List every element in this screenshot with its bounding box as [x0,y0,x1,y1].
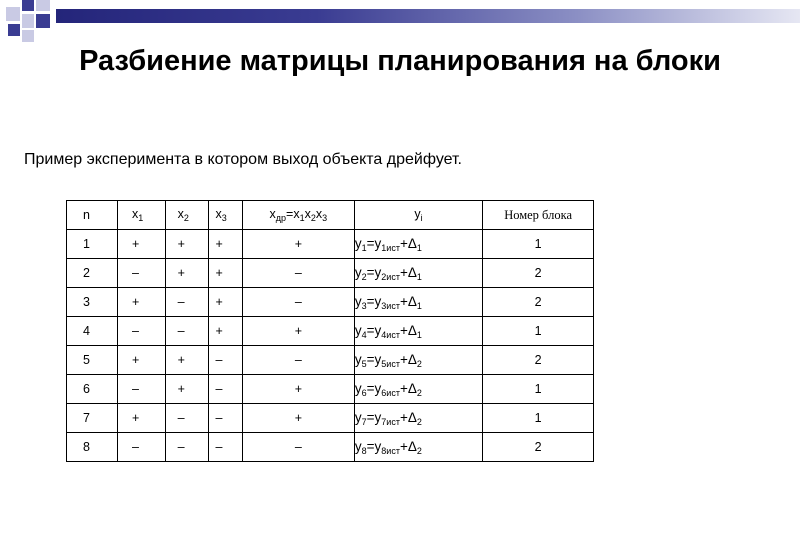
table-header-row [67,201,594,230]
formula-part: 3ист [381,300,400,311]
cell-xdr: + [242,230,354,259]
cell-block-number: 1 [483,317,594,346]
cell-x2: + [165,230,209,259]
formula-part: 2 [361,271,367,282]
formula-part: 2 [416,387,422,398]
header-gradient-bar [56,9,800,23]
cell-x3: + [209,288,242,317]
cell-x3: – [209,375,242,404]
formula-part: y [354,293,362,309]
formula-part: 2 [416,445,422,456]
cell-n: 8 [67,433,118,462]
cell-x1: – [118,317,166,346]
cell-x3: – [209,404,242,433]
deco-square [22,30,34,42]
formula-part: 2ист [381,271,400,282]
cell-x2: + [165,375,209,404]
formula-part: =y [366,293,382,309]
formula-part: 7ист [381,416,400,427]
deco-square [36,14,50,28]
cell-x1: – [118,375,166,404]
cell-x1: – [118,433,166,462]
formula-part: =y [366,264,382,280]
header-xdr: $x_{др}=x_1x_2x_3$ [242,201,354,230]
cell-x2: + [165,259,209,288]
cell-block-number: 1 [483,404,594,433]
header-x3: $x_3$ [209,201,242,230]
formula-part: =y [366,409,382,425]
formula-part: 2 [416,358,422,369]
cell-xdr: – [242,346,354,375]
formula-part: +Δ [399,293,417,309]
cell-xdr: – [242,259,354,288]
formula-part: +Δ [399,235,417,251]
cell-n: 7 [67,404,118,433]
table-row [67,317,594,346]
cell-n: 2 [67,259,118,288]
cell-block-number: 1 [483,375,594,404]
cell-block-number: 2 [483,346,594,375]
formula-part: 1 [416,300,422,311]
cell-xdr: – [242,288,354,317]
cell-y [354,259,482,288]
cell-y [354,288,482,317]
cell-x3: + [209,259,242,288]
formula-part: 4 [361,329,367,340]
cell-x1: – [118,259,166,288]
header-block-number: Номер блока [483,201,594,230]
cell-n: 1 [67,230,118,259]
cell-n: 3 [67,288,118,317]
deco-square [6,7,20,21]
formula-part: +Δ [399,351,417,367]
header-x1: $x_1$ [118,201,166,230]
cell-x3: – [209,346,242,375]
formula-part: 7 [361,416,367,427]
cell-x2: + [165,346,209,375]
cell-x1: + [118,404,166,433]
deco-square [22,0,34,11]
formula-part: +Δ [399,264,417,280]
cell-block-number: 2 [483,259,594,288]
formula-part: 6 [361,387,367,398]
formula-part: +Δ [399,409,417,425]
formula-part: 1 [416,329,422,340]
slide-subtitle: Пример эксперимента в котором выход объекта дрейфует. [24,151,462,168]
formula-part: 1 [416,271,422,282]
formula-part: +Δ [399,322,417,338]
cell-x3: + [209,230,242,259]
table-row [67,259,594,288]
cell-y [354,317,482,346]
table-row [67,375,594,404]
formula-part: y [354,235,362,251]
header-x2: $x_2$ [165,201,209,230]
cell-xdr: – [242,433,354,462]
cell-x3: – [209,433,242,462]
cell-block-number: 2 [483,288,594,317]
formula-part: =y [366,380,382,396]
formula-part: +Δ [399,380,417,396]
cell-block-number: 2 [483,433,594,462]
formula-part: 5ист [381,358,400,369]
formula-part: 5 [361,358,367,369]
formula-part: 8ист [381,445,400,456]
formula-part: 3 [361,300,367,311]
cell-xdr: + [242,317,354,346]
table-row [67,433,594,462]
cell-n: 4 [67,317,118,346]
table-row [67,346,594,375]
formula-part: y [354,409,362,425]
planning-matrix-table [66,200,594,462]
formula-part: y [354,380,362,396]
cell-xdr: + [242,375,354,404]
cell-x1: + [118,288,166,317]
formula-part: 4ист [381,329,400,340]
cell-y [354,404,482,433]
cell-y [354,230,482,259]
table-row [67,288,594,317]
cell-x2: – [165,317,209,346]
header-y: $y_i$ [354,201,482,230]
cell-y [354,346,482,375]
cell-x2: – [165,433,209,462]
header-n: n [67,201,118,230]
formula-part: y [354,351,362,367]
formula-part: =y [366,322,382,338]
cell-x1: + [118,230,166,259]
cell-x2: – [165,404,209,433]
formula-part: 1 [416,242,422,253]
formula-part: 6ист [381,387,400,398]
formula-part: y [354,438,362,454]
formula-part: =y [366,235,382,251]
slide-title: Разбиение матрицы планирования на блоки [79,45,721,77]
cell-x1: + [118,346,166,375]
deco-square [8,24,20,36]
table-row [67,404,594,433]
cell-x2: – [165,288,209,317]
cell-y [354,433,482,462]
cell-x3: + [209,317,242,346]
deco-square [36,0,50,11]
formula-part: 8 [361,445,367,456]
cell-n: 5 [67,346,118,375]
formula-part: 1ист [381,242,400,253]
cell-n: 6 [67,375,118,404]
formula-part: y [354,264,362,280]
formula-part: +Δ [399,438,417,454]
cell-y [354,375,482,404]
formula-part: =y [366,351,382,367]
formula-part: =y [366,438,382,454]
cell-block-number: 1 [483,230,594,259]
deco-square [22,14,34,28]
formula-part: 1 [361,242,367,253]
formula-part: 2 [416,416,422,427]
cell-xdr: + [242,404,354,433]
table-row [67,230,594,259]
formula-part: y [354,322,362,338]
